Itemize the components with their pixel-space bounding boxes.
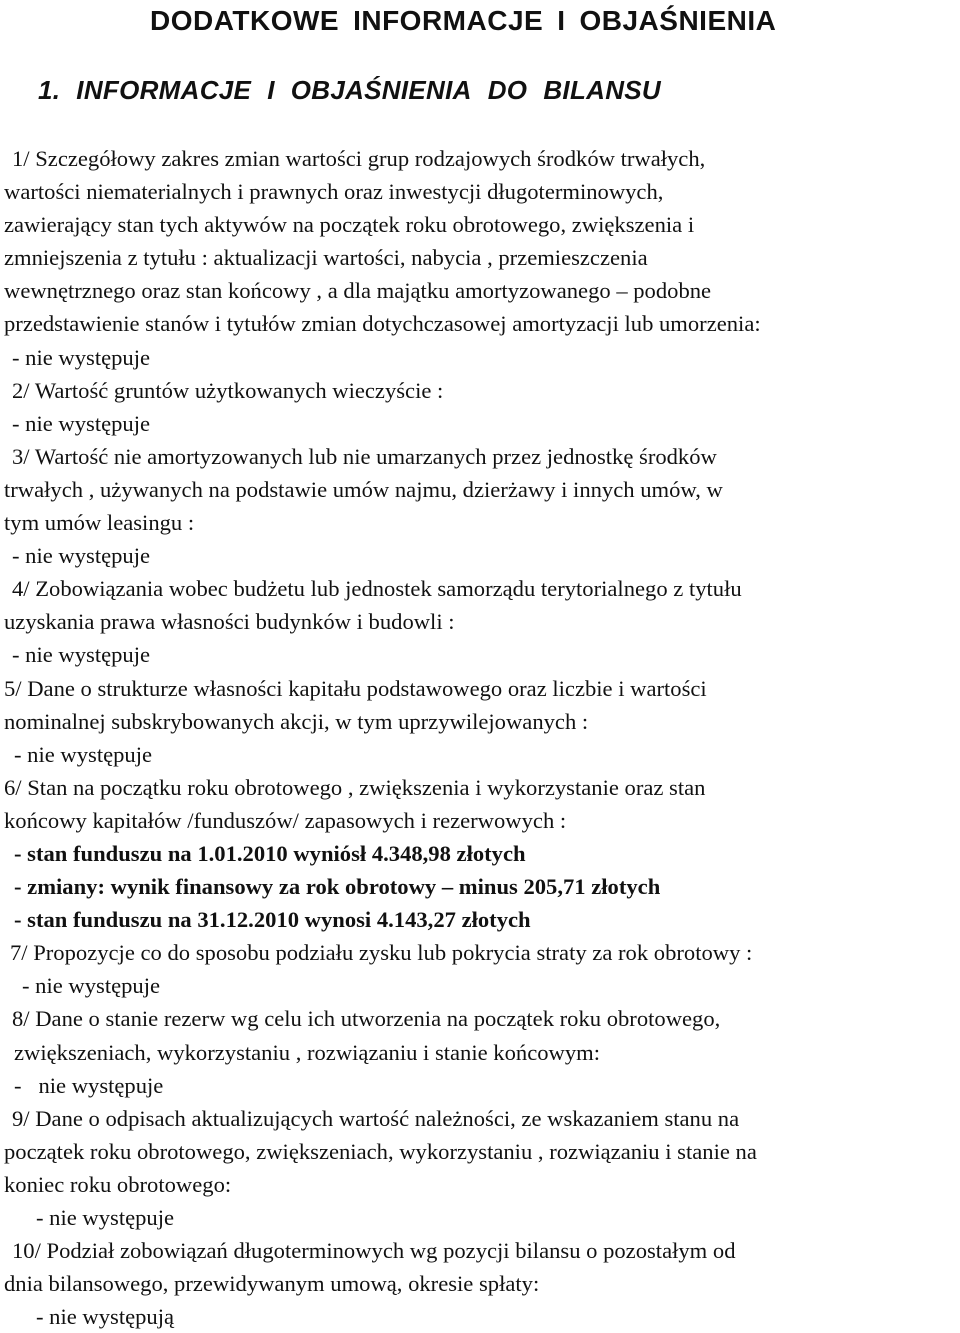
item-6-fund-end: - stan funduszu na 31.12.2010 wynosi 4.143,27 złotych [14,907,531,933]
title-word: I [557,5,566,36]
item-10-line: dnia bilansowego, przewidywanym umową, okresie spłaty: [4,1271,540,1297]
section-word: OBJAŚNIENIA [290,75,472,105]
item-9-line: początek roku obrotowego, zwiększeniach, wykorzystaniu , rozwiązaniu i stanie na [4,1138,757,1164]
item-3-line: tym umów leasingu : [4,510,195,536]
item-8-answer: - nie występuje [14,1072,164,1098]
item-9-line: koniec roku obrotowego: [4,1171,232,1197]
item-5-line: nominalnej subskrybowanych akcji, w tym uprzywilejowanych : [4,708,589,734]
item-10-answer: - nie występują [36,1304,175,1330]
item-9-line: 9/ Dane o odpisach aktualizujących wartość należności, ze wskazaniem stanu na [12,1105,740,1131]
item-1-line: zawierający stan tych aktywów na początek roku obrotowego, zwiększenia i [4,212,695,238]
item-6-fund-change: - zmiany: wynik finansowy za rok obrotowy – minus 205,71 złotych [14,874,661,900]
item-1-line: 1/ Szczegółowy zakres zmian wartości grup rodzajowych środków trwałych, [12,146,706,171]
item-3-line: 3/ Wartość nie amortyzowanych lub nie umarzanych przez jednostkę środków [12,443,717,469]
title-word: OBJAŚNIENIA [579,5,777,36]
item-7-answer: - nie występuje [22,973,161,999]
section-word: BILANSU [543,75,661,105]
item-1-line: zmniejszenia z tytułu : aktualizacji wartości, nabycia , przemieszczenia [4,245,648,271]
item-5-line: 5/ Dane o strukturze własności kapitału podstawowego oraz liczbie i wartości [4,675,707,701]
item-4-line: 4/ Zobowiązania wobec budżetu lub jednostek samorządu terytorialnego z tytułu [12,576,742,602]
item-2-line: 2/ Wartość gruntów użytkowanych wieczyście : [12,377,444,403]
item-1-answer: - nie występuje [12,344,151,370]
section-number: 1. [38,75,61,105]
item-6-line: 6/ Stan na początku roku obrotowego , zwiększenia i wykorzystanie oraz stan [4,774,706,800]
item-3-line: trwałych , używanych na podstawie umów najmu, dzierżawy i innych umów, w [4,476,723,502]
section-word: I [267,75,275,105]
item-7-line: 7/ Propozycje co do sposobu podziału zysku lub pokrycia straty za rok obrotowy : [10,940,753,966]
item-10-line: 10/ Podział zobowiązań długoterminowych wg pozycji bilansu o pozostałym od [12,1238,736,1264]
item-8-line: 8/ Dane o stanie rezerw wg celu ich utworzenia na początek roku obrotowego, [12,1006,721,1032]
section-word: DO [487,75,528,105]
document-body [4,142,960,1333]
item-6-fund-start: - stan funduszu na 1.01.2010 wyniósł 4.348,98 złotych [14,840,526,866]
item-6-line: końcowy kapitałów /funduszów/ zapasowych i rezerwowych : [4,807,567,833]
item-4-answer: - nie występuje [12,642,151,668]
title-word: DODATKOWE [150,5,340,36]
item-1-line: wewnętrznego oraz stan końcowy , a dla majątku amortyzowanego – podobne [4,278,712,304]
item-3-answer: - nie występuje [12,543,151,569]
item-1-line: wartości niematerialnych i prawnych oraz inwestycji długoterminowych, [4,179,664,205]
item-2-answer: - nie występuje [12,410,151,436]
section-word: INFORMACJE [76,75,252,105]
item-5-answer: - nie występuje [14,741,153,767]
item-1-line: przedstawienie stanów i tytułów zmian dotychczasowej amortyzacji lub umorzenia: [4,311,761,337]
title-word: INFORMACJE [353,5,544,36]
item-4-line: uzyskania prawa własności budynków i budowli : [4,609,455,635]
item-9-answer: - nie występuje [36,1205,175,1230]
document-title [150,2,776,40]
item-8-line: zwiększeniach, wykorzystaniu , rozwiązaniu i stanie końcowym: [14,1039,600,1065]
section-heading [38,72,661,108]
